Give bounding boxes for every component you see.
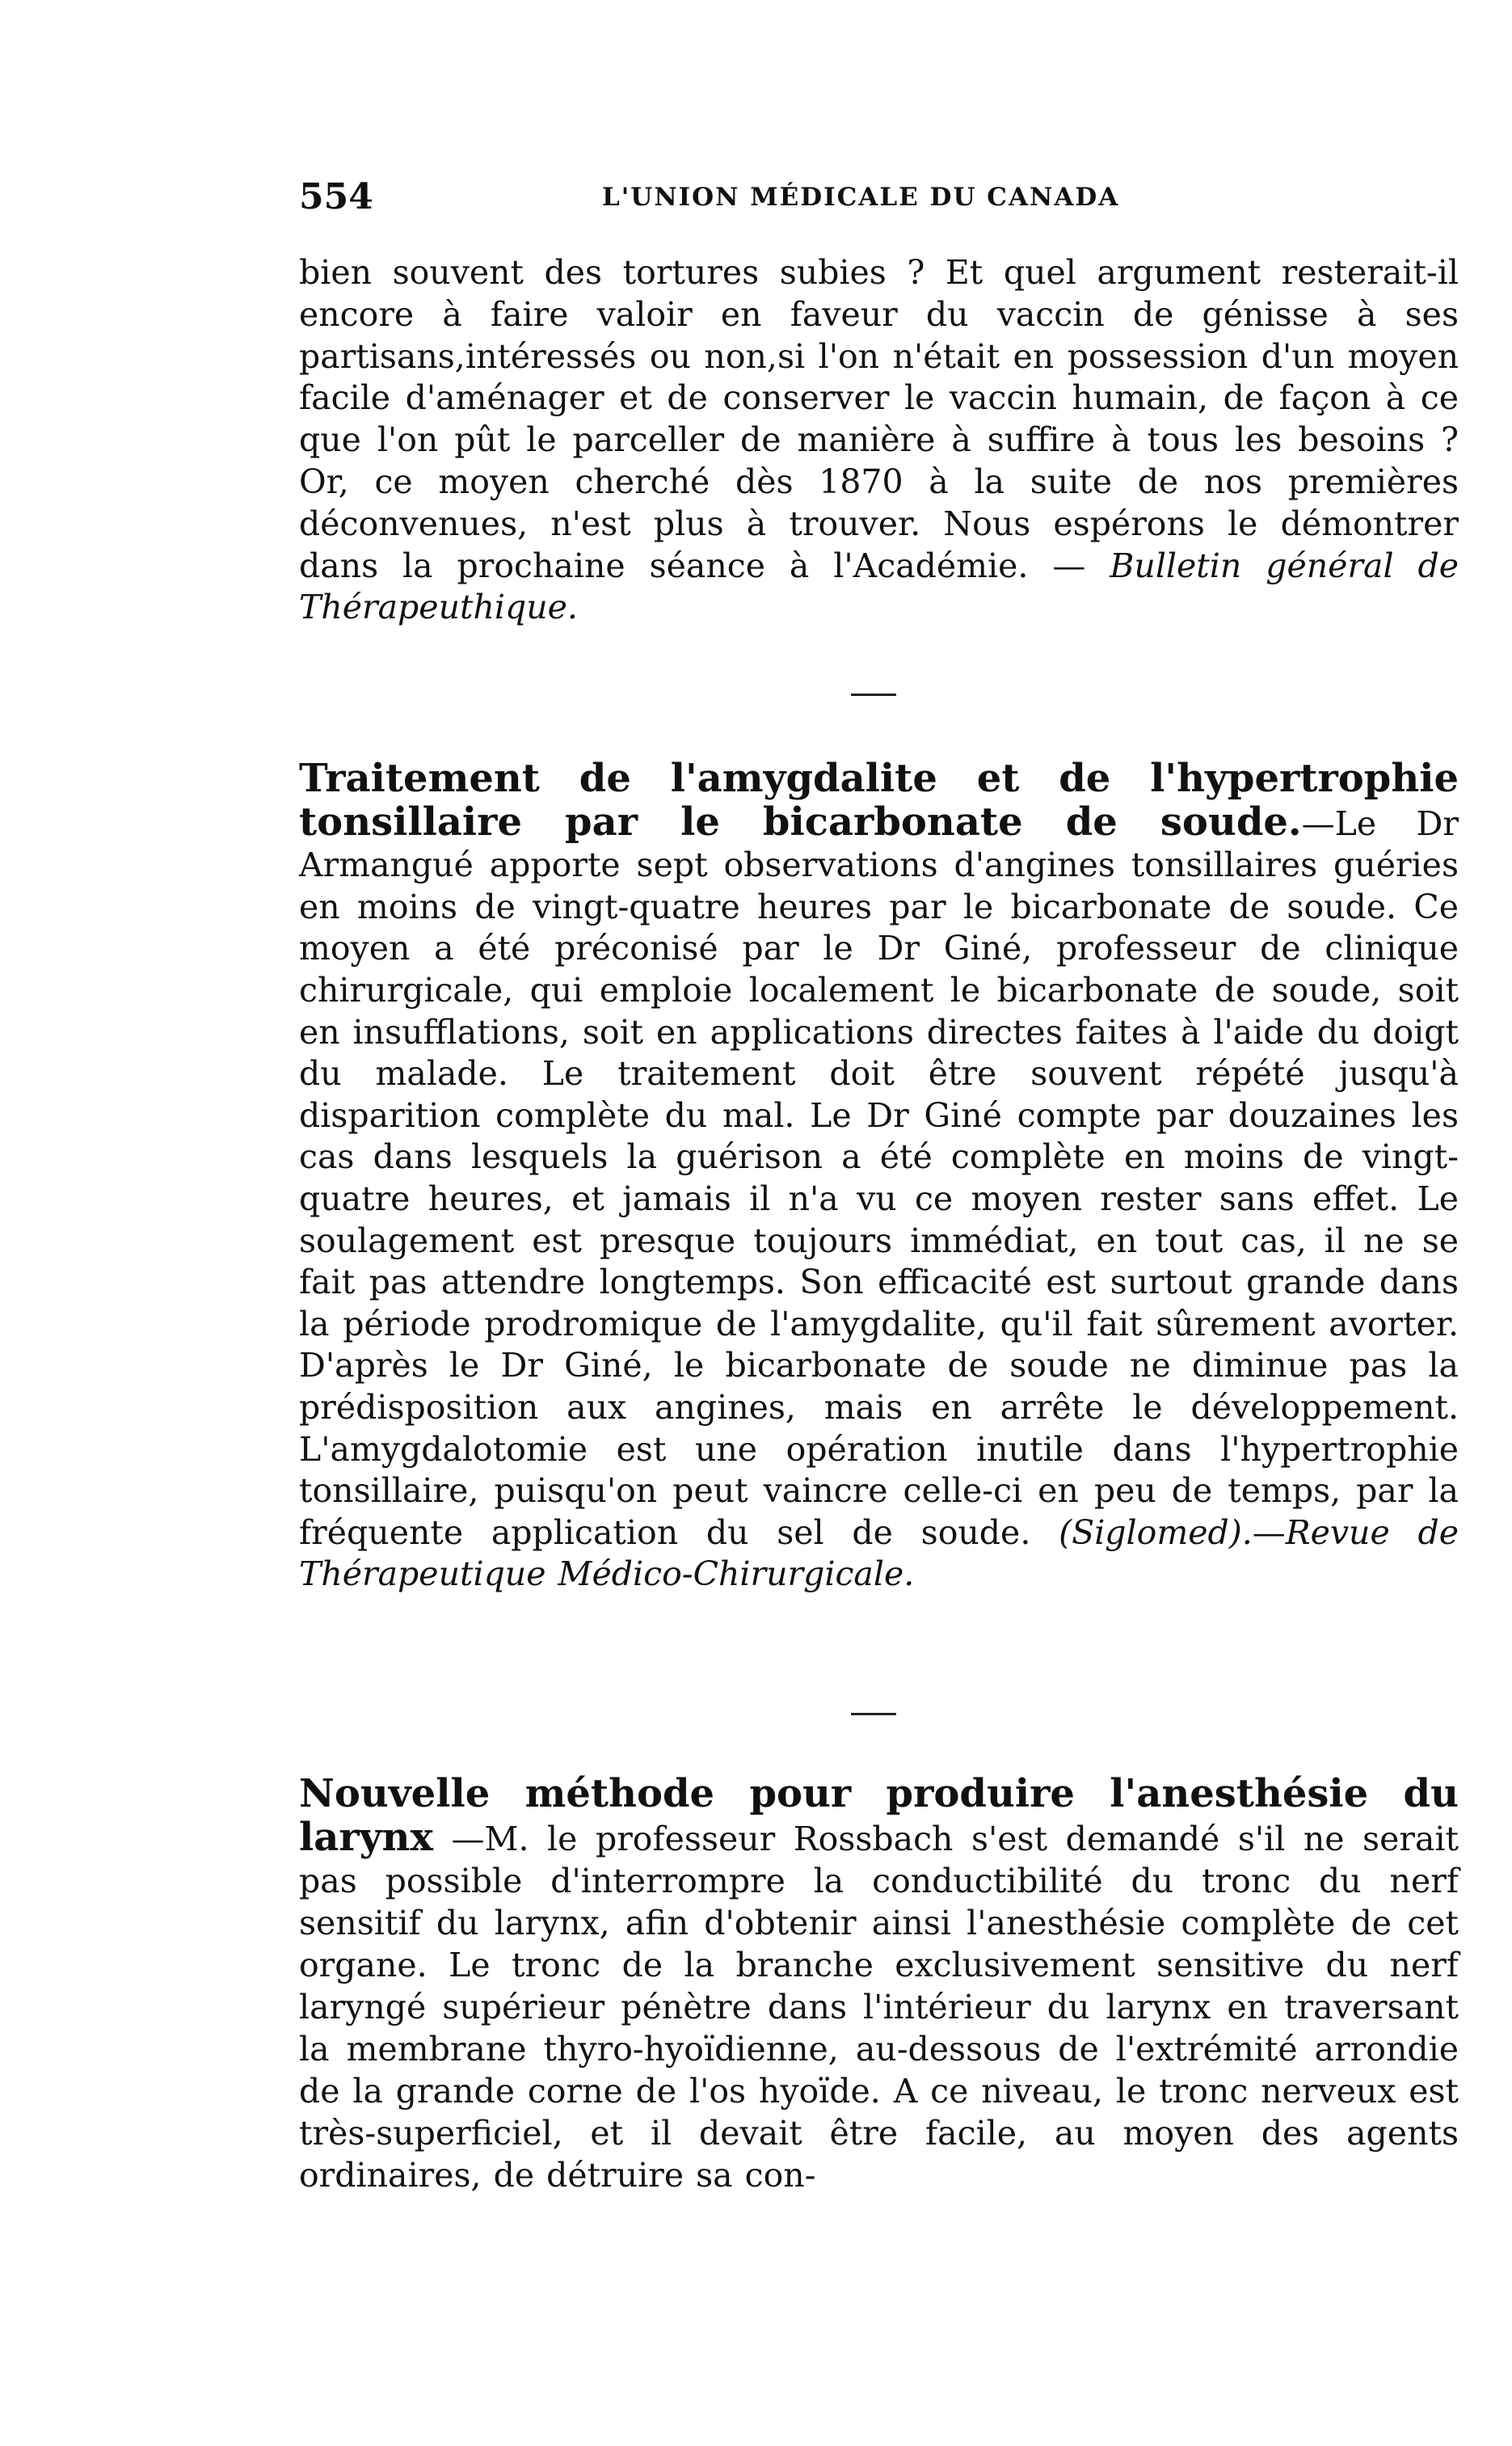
- article-amygdalite-source-2: Revue de Thérapeutique Médico-Chirurgicale.: [299, 1512, 1459, 1594]
- article-amygdalite: [299, 758, 1459, 1596]
- article-amygdalite-heading: Traitement de l'amygdalite et de l'hypertrophie tonsillaire par le bicarbonate de soude.: [299, 756, 1459, 845]
- article-continuation: [299, 252, 1459, 629]
- section-separator: [851, 694, 896, 696]
- running-head: [299, 176, 1188, 225]
- article-continuation-source: Bulletin général de Thérapeuthique.: [299, 546, 1459, 627]
- article-amygdalite-body: —Le Dr Armangué apporte sept observations d'angines tonsillaires guéries en moins de vingt-quatre heures par le bicarbonate de soude. Ce moyen a été préconisé par le Dr Giné, professeur de clinique chirurgicale, qui emploie localement le bicarbonate de soude, soit en insufflations, soit en applications directes faites à l'aide du doigt du malade. Le traitement doit être souvent répété jusqu'à disparition complète du mal. Le Dr Giné compte par douzaines les cas dans lesquels la guérison a été complète en moins de vingt-quatre heures, et jamais il n'a vu ce moyen rester sans effet. Le soulagement est presque toujours immédiat, en tout cas, il ne se fait pas attendre longtemps. Son efficacité est surtout grande dans la période prodromique de l'amygdalite, qu'il fait sûrement avorter. D'après le Dr Giné, le bicarbonate de soude ne diminue pas la prédisposition aux angines, mais en arrête le développement. L'amygdalotomie est une opération inutile dans l'hypertrophie tonsillaire, puisqu'on peut vaincre celle-ci en peu de temps, par la fréquente application du sel de soude.: [299, 803, 1459, 1552]
- article-amygdalite-source-sep: —: [1252, 1512, 1286, 1552]
- article-anesthesie-body: —M. le professeur Rossbach s'est demandé s'il ne serait pas possible d'interrompre la conductibilité du tronc du nerf sensitif du larynx, afin d'obtenir ainsi l'anesthésie complète de cet organe. Le tronc de la branche exclusivement sensitive du nerf laryngé supérieur pénètre dans l'intérieur du larynx en traversant la membrane thyro-hyoïdienne, au-dessous de l'extrémité arrondie de la grande corne de l'os hyoïde. A ce niveau, le tronc nerveux est très-superficiel, et il devait être facile, au moyen des agents ordinaires, de détruire sa con-: [299, 1820, 1459, 2195]
- page-number: 554: [299, 176, 373, 217]
- article-amygdalite-source-1: (Siglomed).: [1059, 1512, 1253, 1552]
- article-anesthesie-heading: Nouvelle méthode pour produire l'anesthésie du larynx: [299, 1771, 1459, 1860]
- article-anesthesie: [299, 1773, 1459, 2196]
- section-separator: [851, 1713, 896, 1715]
- article-continuation-text: bien souvent des tortures subies ? Et quel argument resterait-il encore à faire valoir en faveur du vaccin de génisse à ses partisans,intéressés ou non,si l'on n'était en possession d'un moyen facile d'aménager et de conserver le vaccin humain, de façon à ce que l'on pût le parceller de manière à suffire à tous les besoins ? Or, ce moyen cherché dès 1870 à la suite de nos premières déconvenues, n'est plus à trouver. Nous espérons le démontrer dans la prochaine séance à l'Académie. —: [299, 253, 1459, 585]
- journal-title: L'UNION MÉDICALE DU CANADA: [602, 183, 1120, 212]
